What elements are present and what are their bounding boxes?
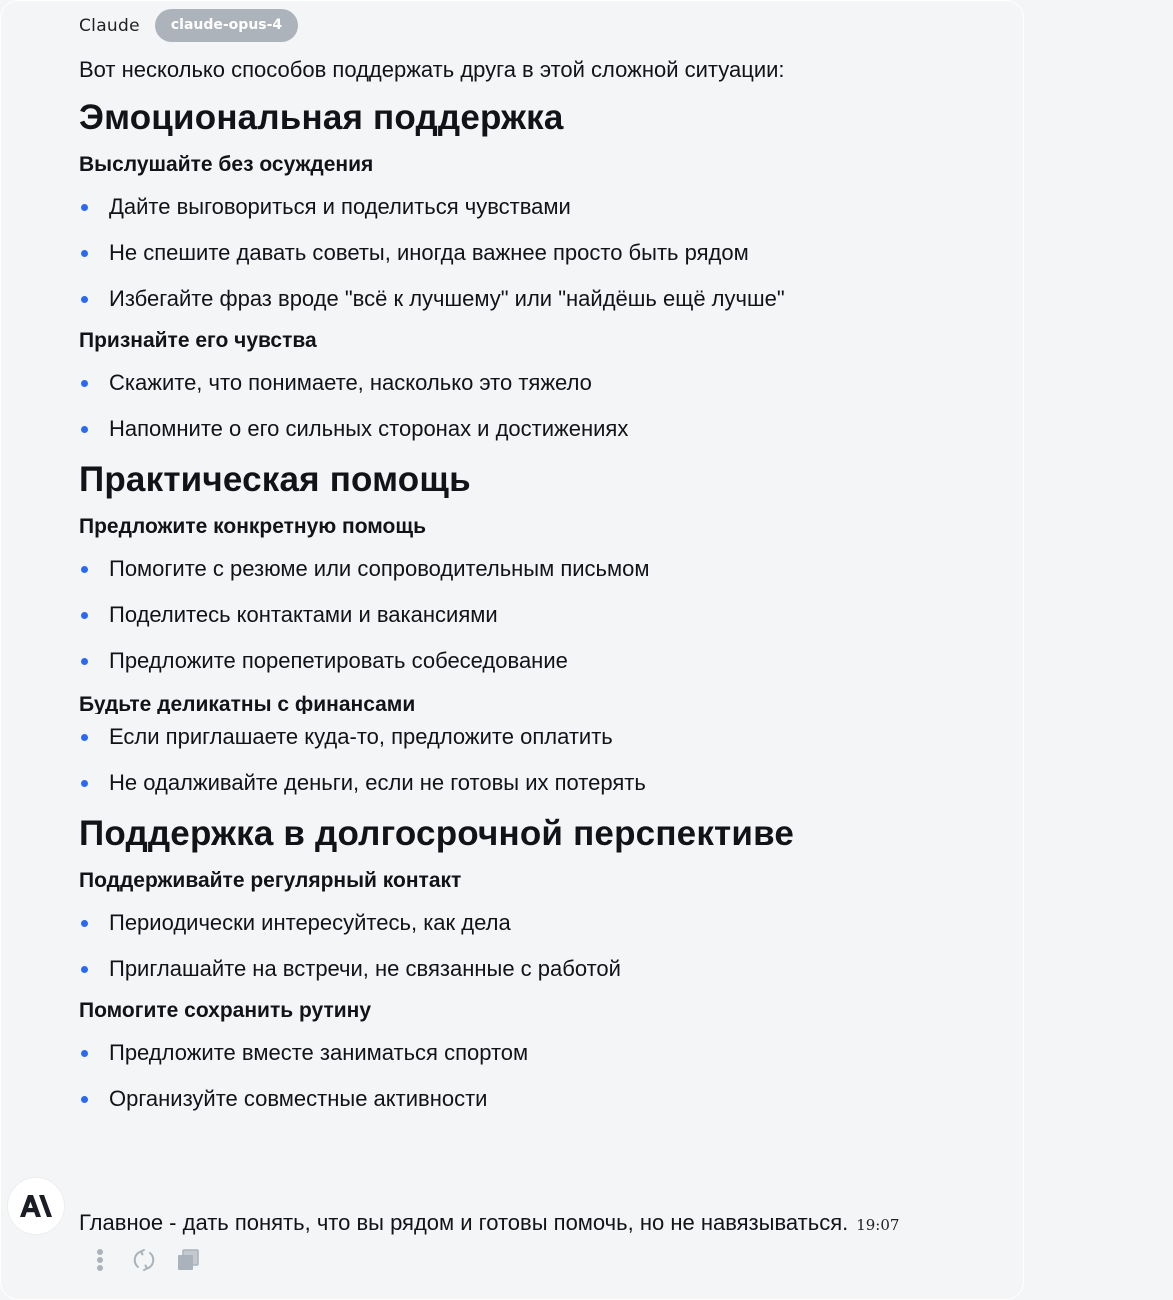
- copy-icon: [177, 1249, 199, 1271]
- copy-button[interactable]: [175, 1247, 201, 1273]
- section-heading: Практическая помощь: [79, 460, 471, 499]
- bullet-icon: [81, 920, 88, 927]
- section-heading: Эмоциональная поддержка: [79, 98, 564, 137]
- list-item-text: Предложите вместе заниматься спортом: [109, 1040, 529, 1065]
- bullet-icon: [81, 204, 88, 211]
- subheading: Предложите конкретную помощь: [79, 515, 426, 538]
- list-item-text: Помогите с резюме или сопроводительным письмом: [109, 556, 650, 581]
- subheading: Поддерживайте регулярный контакт: [79, 869, 462, 892]
- list-item: [79, 546, 1009, 592]
- list-item: [79, 638, 1009, 684]
- bullet-icon: [81, 658, 88, 665]
- list-item-text: Организуйте совместные активности: [109, 1086, 488, 1111]
- message-header: [79, 9, 298, 42]
- bullet-icon: [81, 426, 88, 433]
- list-item-text: Не одалживайте деньги, если не готовы их потерять: [109, 770, 646, 795]
- regenerate-button[interactable]: [131, 1247, 157, 1273]
- bullet-icon: [81, 734, 88, 741]
- bullet-list: [79, 900, 1009, 992]
- bullet-icon: [81, 780, 88, 787]
- bullet-icon: [81, 1050, 88, 1057]
- bullet-icon: [81, 966, 88, 973]
- list-item-text: Избегайте фраз вроде "всё к лучшему" или "найдёшь ещё лучше": [109, 286, 785, 311]
- message-content: [79, 53, 1009, 1122]
- list-item: [79, 592, 1009, 638]
- list-item: [79, 184, 1009, 230]
- bullet-list: [79, 184, 1009, 322]
- list-item: [79, 360, 1009, 406]
- refresh-icon: [132, 1248, 156, 1272]
- bullet-icon: [81, 566, 88, 573]
- subheading: Признайте его чувства: [79, 329, 317, 352]
- bullet-list: [79, 714, 1009, 806]
- list-item-text: Приглашайте на встречи, не связанные с работой: [109, 956, 621, 981]
- bullet-icon: [81, 296, 88, 303]
- bullet-icon: [81, 1096, 88, 1103]
- sender-name: Claude: [79, 15, 140, 36]
- subheading: Будьте деликатны с финансами: [79, 693, 416, 714]
- list-item: [79, 1076, 1009, 1122]
- bullet-icon: [81, 380, 88, 387]
- bullet-icon: [81, 250, 88, 257]
- list-item: [79, 760, 1009, 806]
- subheading: Выслушайте без осуждения: [79, 153, 374, 176]
- list-item-text: Если приглашаете куда-то, предложите оплатить: [109, 724, 613, 749]
- bullet-icon: [81, 612, 88, 619]
- bullet-list: [79, 1030, 1009, 1122]
- list-item: [79, 230, 1009, 276]
- list-item: [79, 406, 1009, 452]
- section-heading: Поддержка в долгосрочной перспективе: [79, 814, 795, 853]
- list-item: [79, 1030, 1009, 1076]
- list-item: [79, 714, 1009, 760]
- list-item: [79, 900, 1009, 946]
- anthropic-logo-icon: [20, 1195, 52, 1217]
- intro-text: Вот несколько способов поддержать друга в этой сложной ситуации:: [79, 57, 785, 82]
- model-badge: claude-opus-4: [155, 9, 298, 42]
- subheading: Помогите сохранить рутину: [79, 999, 372, 1022]
- list-item-text: Напомните о его сильных сторонах и достижениях: [109, 416, 629, 441]
- list-item-text: Предложите порепетировать собеседование: [109, 648, 568, 673]
- vertical-dots-icon: [96, 1248, 104, 1272]
- list-item: [79, 946, 1009, 992]
- list-item-text: Дайте выговориться и поделиться чувствами: [109, 194, 571, 219]
- bullet-list: [79, 360, 1009, 452]
- list-item: [79, 276, 1009, 322]
- bullet-list: [79, 546, 1009, 684]
- closing-line: [79, 1206, 899, 1242]
- list-item-text: Периодически интересуйтесь, как дела: [109, 910, 511, 935]
- avatar: [7, 1177, 65, 1235]
- list-item-text: Поделитесь контактами и вакансиями: [109, 602, 498, 627]
- timestamp: 19:07: [856, 1216, 900, 1234]
- message-actions: [87, 1247, 201, 1273]
- closing-text: Главное - дать понять, что вы рядом и готовы помочь, но не навязываться.: [79, 1210, 849, 1235]
- list-item-text: Скажите, что понимаете, насколько это тяжело: [109, 370, 592, 395]
- more-options-button[interactable]: [87, 1247, 113, 1273]
- list-item-text: Не спешите давать советы, иногда важнее просто быть рядом: [109, 240, 749, 265]
